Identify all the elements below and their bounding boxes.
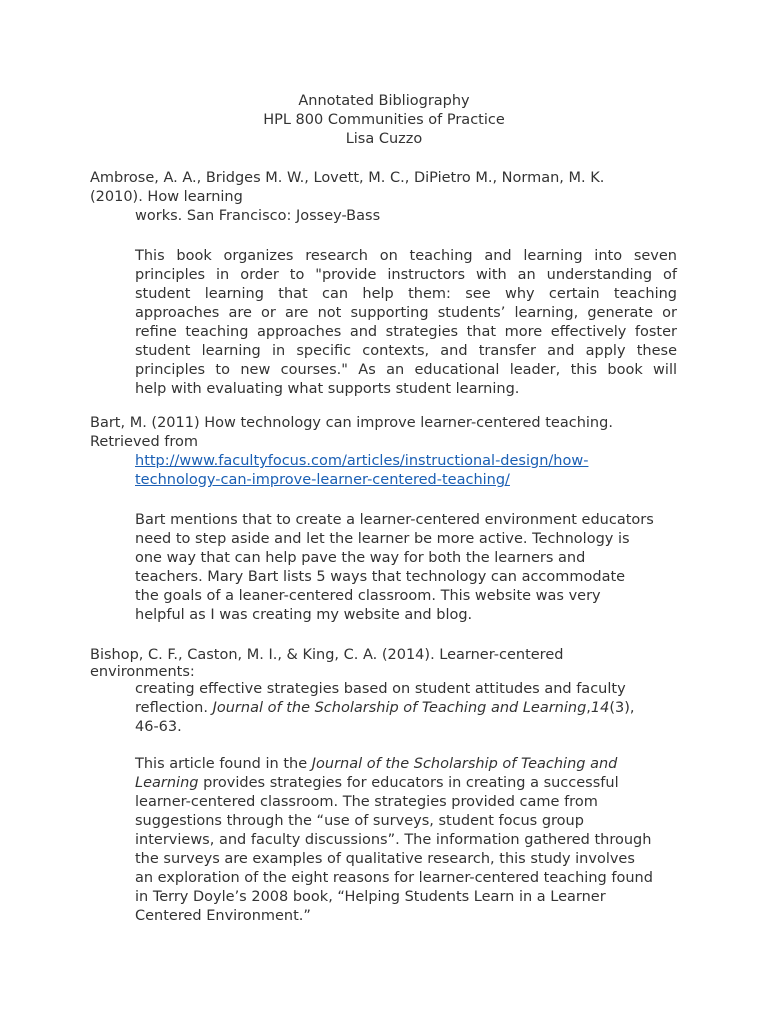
citation-line: environments: [90, 664, 195, 680]
summary-line: the goals of a leaner-centered classroom. This website was very [135, 588, 601, 604]
citation-line: (2010). How learning [90, 189, 243, 205]
summary-line: the surveys are examples of qualitative research, this study involves [135, 851, 635, 867]
summary-line: need to step aside and let the learner be more active. Technology is [135, 531, 630, 547]
summary-line: student learning that can help them: see why certain teaching [135, 286, 677, 302]
citation-line: works. San Francisco: Jossey-Bass [135, 208, 381, 224]
summary-line: interviews, and faculty discussions”. The information gathered through [135, 832, 652, 848]
summary-text: provides strategies for educators in creating a successful [198, 775, 619, 791]
summary-line: learner-centered classroom. The strategies provided came from [135, 794, 598, 810]
summary-line: refine teaching approaches and strategies that more effectively foster [135, 324, 677, 340]
summary-ambrose [135, 247, 677, 399]
summary-line: one way that can help pave the way for both the learners and [135, 550, 586, 566]
summary-bart [135, 511, 677, 625]
citation-link-wrapper [90, 452, 670, 471]
citation-line: 46-63. [135, 719, 182, 735]
summary-line: Centered Environment.” [135, 908, 311, 924]
summary-line [135, 774, 677, 793]
summary-line: student learning in specific contexts, and transfer and apply these [135, 343, 677, 359]
summary-line: help with evaluating what supports student learning. [135, 381, 520, 397]
summary-line: principles to new courses." As an educational leader, this book will [135, 362, 677, 378]
summary-line: Bart mentions that to create a learner-centered environment educators [135, 512, 654, 528]
citation-link-wrapper [90, 471, 670, 490]
citation-line: Ambrose, A. A., Bridges M. W., Lovett, M. C., DiPietro M., Norman, M. K. [90, 170, 605, 186]
summary-line: This book organizes research on teaching and learning into seven [135, 248, 677, 264]
citation-ambrose [90, 169, 670, 226]
course-name: HPL 800 Communities of Practice [263, 112, 505, 128]
summary-line: suggestions through the “use of surveys, student focus group [135, 813, 584, 829]
citation-line: Bart, M. (2011) How technology can improve learner-centered teaching. [90, 415, 613, 431]
facultyfocus-link[interactable]: http://www.facultyfocus.com/articles/instructional-design/how- [135, 453, 589, 469]
citation-line [90, 699, 670, 718]
document-header [0, 92, 768, 149]
summary-line: in Terry Doyle’s 2008 book, “Helping Students Learn in a Learner [135, 889, 606, 905]
facultyfocus-link[interactable]: technology-can-improve-learner-centered-teaching/ [135, 472, 510, 488]
summary-line: teachers. Mary Bart lists 5 ways that technology can accommodate [135, 569, 626, 585]
journal-title: Journal of the Scholarship of Teaching and [311, 756, 618, 772]
summary-text: This article found in the [135, 756, 312, 772]
summary-line: helpful as I was creating my website and blog. [135, 607, 473, 623]
citation-line: Bishop, C. F., Caston, M. I., & King, C. A. (2014). Learner-centered [90, 647, 564, 663]
summary-bishop [135, 755, 677, 926]
citation-line: creating effective strategies based on student attitudes and faculty [135, 681, 626, 697]
summary-line: an exploration of the eight reasons for learner-centered teaching found [135, 870, 653, 886]
citation-bart [90, 414, 670, 490]
citation-text: (3), [609, 700, 635, 716]
summary-line [135, 755, 677, 774]
citation-bishop [90, 646, 670, 737]
citation-text: , [586, 700, 591, 716]
document-title: Annotated Bibliography [298, 93, 470, 109]
summary-line: principles in order to "provide instructors with an understanding of [135, 267, 677, 283]
journal-title: Learning [135, 775, 199, 791]
journal-title: Journal of the Scholarship of Teaching and Learning [212, 700, 587, 716]
summary-line: approaches are or are not supporting students’ learning, generate or [135, 305, 677, 321]
citation-text: reflection. [135, 700, 213, 716]
citation-line: Retrieved from [90, 434, 198, 450]
author-name: Lisa Cuzzo [345, 131, 423, 147]
journal-volume: 14 [590, 700, 610, 716]
